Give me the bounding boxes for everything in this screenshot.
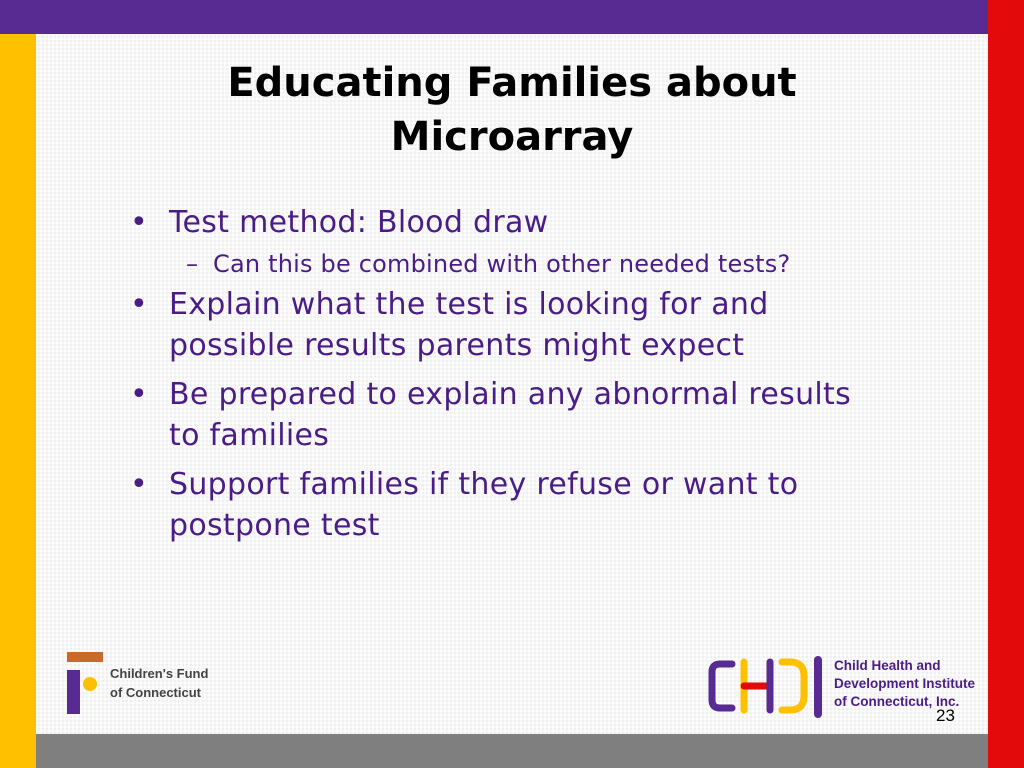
page-number: 23 xyxy=(936,706,955,725)
dash-icon: – xyxy=(186,250,199,278)
bullet-item xyxy=(128,374,948,456)
childrens-fund-logo-icon xyxy=(62,650,108,716)
bullet-text-line-1: Be prepared to explain any abnormal results xyxy=(169,377,852,412)
bullet-text: Test method: Blood draw xyxy=(169,205,549,240)
bullet-list xyxy=(128,202,948,554)
chdi-line-2: Development Institute xyxy=(834,676,976,691)
right-accent-bar xyxy=(988,0,1024,768)
top-accent-bar xyxy=(0,0,988,34)
sub-bullet-text: Can this be combined with other needed tests? xyxy=(213,250,791,278)
bullet-icon: • xyxy=(130,287,148,322)
bullet-item xyxy=(128,284,948,366)
bullet-text-line-1: Explain what the test is looking for and xyxy=(169,287,769,322)
childrens-fund-line-2: of Connecticut xyxy=(110,685,201,700)
bullet-icon: • xyxy=(130,467,148,502)
bullet-text-line-1: Support families if they refuse or want to xyxy=(169,467,799,502)
bottom-accent-bar xyxy=(36,734,988,768)
childrens-fund-logo xyxy=(62,650,212,716)
bullet-item xyxy=(128,202,948,243)
chdi-logo-icon xyxy=(708,656,830,720)
bullet-text-line-2: to families xyxy=(169,418,330,453)
sub-bullet-item xyxy=(128,248,948,280)
slide-title xyxy=(120,56,904,164)
title-line-2: Microarray xyxy=(390,114,634,160)
chdi-line-1: Child Health and xyxy=(834,658,941,673)
bullet-item xyxy=(128,464,948,546)
childrens-fund-line-1: Children's Fund xyxy=(110,666,209,681)
bullet-icon: • xyxy=(130,205,148,240)
bullet-text-line-2: postpone test xyxy=(169,508,380,543)
title-line-1: Educating Families about xyxy=(227,60,797,106)
bullet-icon: • xyxy=(130,377,148,412)
childrens-fund-text xyxy=(110,664,208,702)
left-accent-bar xyxy=(0,0,36,768)
chdi-line-3: of Connecticut, Inc. xyxy=(834,694,960,709)
chdi-text xyxy=(834,657,975,711)
bullet-text-line-2: possible results parents might expect xyxy=(169,328,745,363)
